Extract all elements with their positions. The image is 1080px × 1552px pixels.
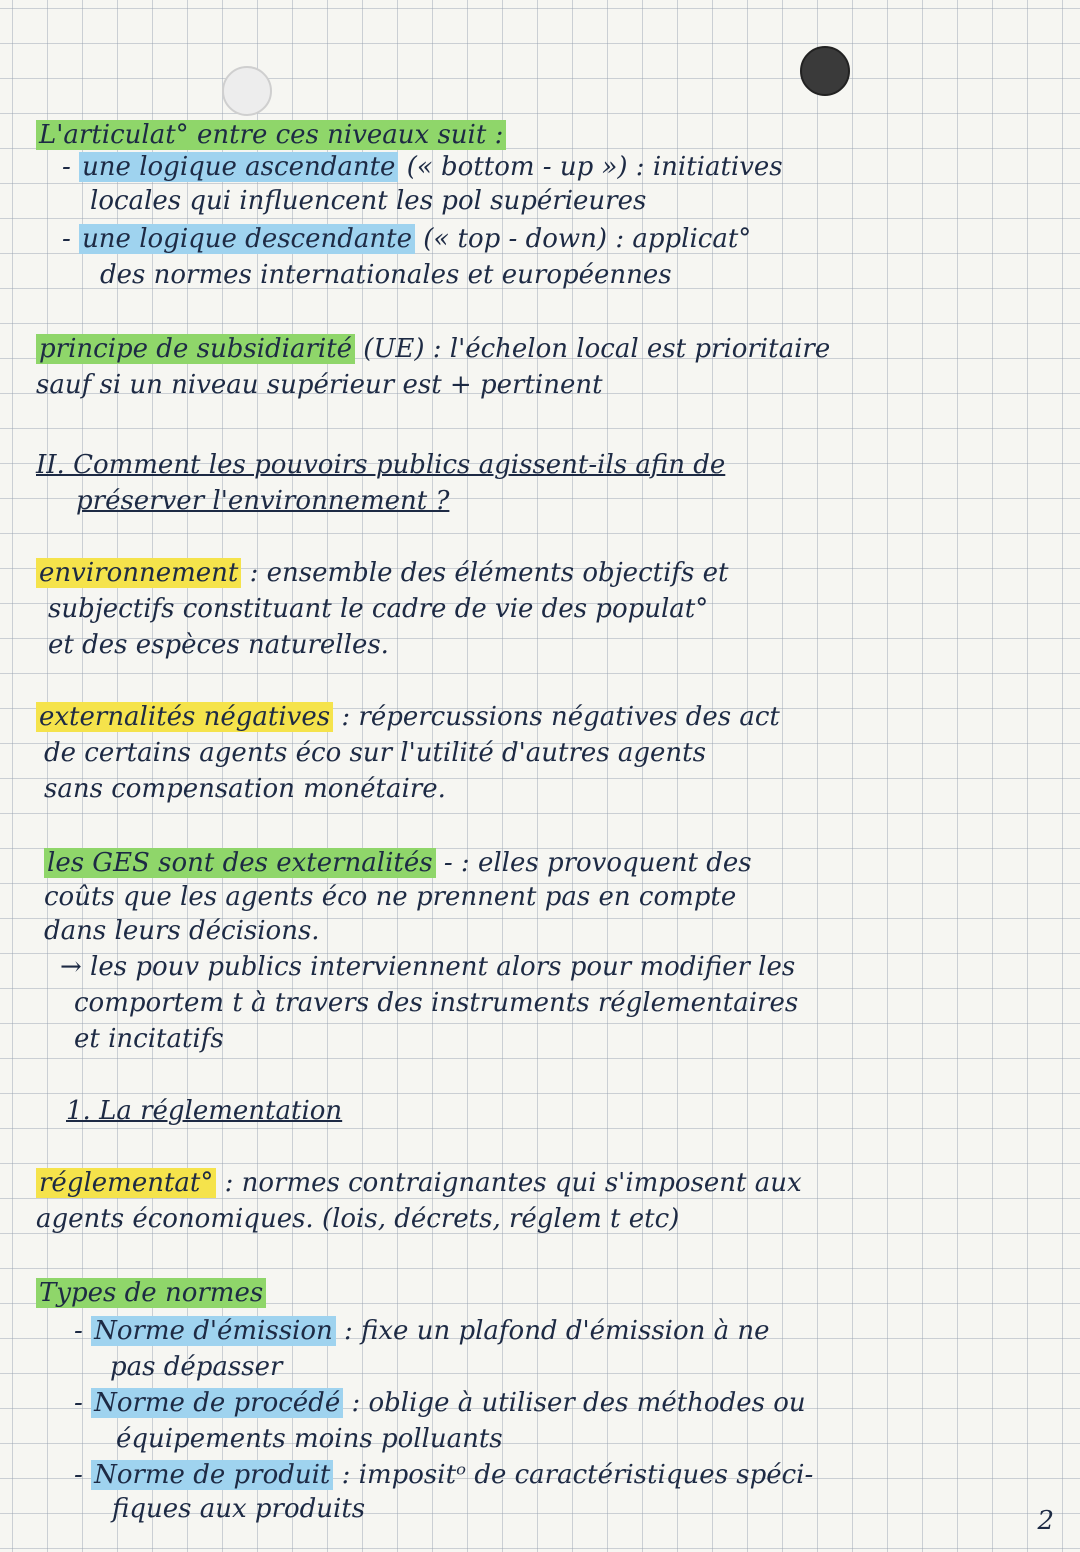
externalites-rest: : répercussions négatives des act xyxy=(341,702,780,732)
norme-procede-rest: : oblige à utiliser des méthodes ou xyxy=(351,1388,806,1418)
environnement-term: environnement xyxy=(36,558,241,588)
types-heading: Types de normes xyxy=(36,1276,266,1310)
externalites-term: externalités négatives xyxy=(36,702,333,732)
norme-produit: - Norme de produit : impositᵒ de caractéristiques spéci- xyxy=(74,1460,814,1490)
subsidiarite-definition xyxy=(36,332,830,366)
articulation-item-2-cont: des normes internationales et européennes xyxy=(100,260,672,290)
subsidiarite-rest: (UE) : l'échelon local est prioritaire xyxy=(363,334,831,364)
norme-procede-term: Norme de procédé xyxy=(91,1388,343,1418)
punch-hole-right xyxy=(800,46,850,96)
subsection-one-title: 1. La réglementation xyxy=(66,1096,343,1126)
articulation-item-2: - une logique descendante (« top - down) : applicat° xyxy=(62,224,752,254)
section-two-title: II. Comment les pouvoirs publics agissent-ils afin de xyxy=(36,450,726,480)
item2-rest: (« top - down) : applicat° xyxy=(423,224,752,254)
norme-produit-cont: fiques aux produits xyxy=(112,1494,366,1524)
externalites-cont-2: sans compensation monétaire. xyxy=(44,774,446,804)
ges-line-5: comportem t à travers des instruments réglementaires xyxy=(74,988,799,1018)
subsidiarite-cont: sauf si un niveau supérieur est + pertinent xyxy=(36,370,603,400)
externalites-cont-1: de certains agents éco sur l'utilité d'autres agents xyxy=(44,738,706,768)
page-number: 2 xyxy=(1037,1506,1054,1536)
norme-emission: - Norme d'émission : fixe un plafond d'émission à ne xyxy=(74,1316,770,1346)
articulation-heading: L'articulat° entre ces niveaux suit : xyxy=(36,118,506,152)
punch-hole-left xyxy=(222,66,272,116)
articulation-item-1-cont: locales qui influencent les pol supérieures xyxy=(90,186,647,216)
ges-term: les GES sont des externalités xyxy=(44,848,436,878)
externalites-definition xyxy=(36,700,780,734)
environnement-rest: : ensemble des éléments objectifs et xyxy=(249,558,729,588)
articulation-item-1: - une logique ascendante (« bottom - up ») : initiatives xyxy=(62,152,783,182)
subsidiarite-term: principe de subsidiarité xyxy=(36,334,355,364)
section-two-title-cont: préserver l'environnement ? xyxy=(76,486,450,516)
ges-line-1 xyxy=(44,846,752,880)
environnement-definition xyxy=(36,556,728,590)
reglementation-term: réglementat° xyxy=(36,1168,216,1198)
norme-procede-cont: équipements moins polluants xyxy=(116,1424,503,1454)
ges-line-3: dans leurs décisions. xyxy=(44,916,320,946)
item2-term: une logique descendante xyxy=(79,224,415,254)
reglementation-definition xyxy=(36,1166,802,1200)
norme-emission-term: Norme d'émission xyxy=(91,1316,336,1346)
norme-procede: - Norme de procédé : oblige à utiliser des méthodes ou xyxy=(74,1388,806,1418)
ges-line-2: coûts que les agents éco ne prennent pas en compte xyxy=(44,882,737,912)
norme-emission-rest: : fixe un plafond d'émission à ne xyxy=(344,1316,770,1346)
reglementation-cont: agents économiques. (lois, décrets, réglem t etc) xyxy=(36,1204,680,1234)
ges-line-6: et incitatifs xyxy=(74,1024,224,1054)
reglementation-rest: : normes contraignantes qui s'imposent aux xyxy=(224,1168,802,1198)
norme-produit-term: Norme de produit xyxy=(91,1460,333,1490)
ges-line-4: → les pouv publics interviennent alors pour modifier les xyxy=(60,952,796,982)
norme-emission-cont: pas dépasser xyxy=(110,1352,283,1382)
norme-produit-rest: : impositᵒ de caractéristiques spéci- xyxy=(341,1460,814,1490)
ges-rest: - : elles provoquent des xyxy=(443,848,752,878)
item1-term: une logique ascendante xyxy=(79,152,398,182)
environnement-cont-2: et des espèces naturelles. xyxy=(48,630,389,660)
environnement-cont-1: subjectifs constituant le cadre de vie des populat° xyxy=(48,594,709,624)
item1-rest: (« bottom - up ») : initiatives xyxy=(406,152,783,182)
